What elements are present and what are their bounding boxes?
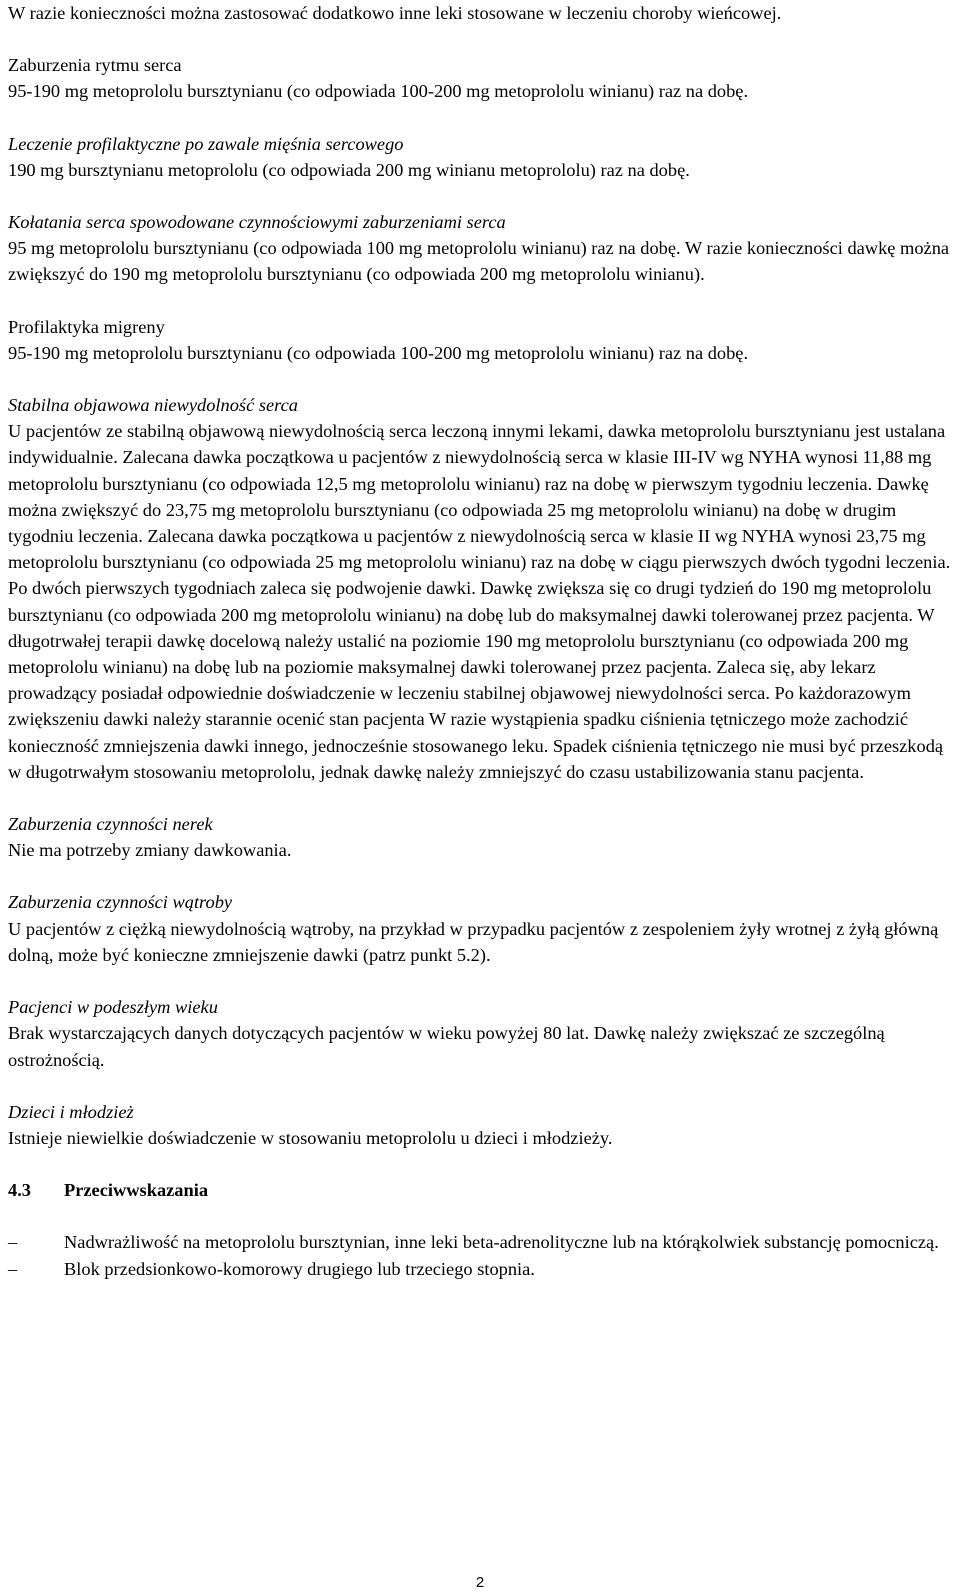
section-title: Zaburzenia rytmu serca xyxy=(8,55,182,76)
section-body: 190 mg bursztynianu metoprololu (co odpowiada 200 mg winianu metoprololu) raz na dobę. xyxy=(8,159,690,180)
dash-bullet: – xyxy=(8,1232,18,1253)
section-kolatania-serca xyxy=(8,209,952,288)
section-title: Kołatania serca spowodowane czynnościowymi zaburzeniami serca xyxy=(8,212,506,233)
section-heading-contraindications xyxy=(8,1177,952,1203)
section-body: Istnieje niewielkie doświadczenie w stosowaniu metoprololu u dzieci i młodzieży. xyxy=(8,1127,613,1148)
section-dzieci-mlodziez xyxy=(8,1099,952,1151)
list-item xyxy=(8,1229,952,1255)
section-niewydolnosc-serca xyxy=(8,392,952,785)
section-body: U pacjentów z ciężką niewydolnością wątroby, na przykład w przypadku pacjentów z zespoleniem żyły wrotnej z żyłą główną dolną, może być konieczne zmniejszenie dawki (patrz punkt 5.2). xyxy=(8,918,939,965)
list-item xyxy=(8,1256,952,1282)
list-item-text: Blok przedsionkowo-komorowy drugiego lub trzeciego stopnia. xyxy=(64,1258,535,1279)
list-item-text: Nadwrażliwość na metoprololu bursztynian, inne leki beta-adrenolityczne lub na którąkolwiek substancję pomocniczą. xyxy=(64,1232,939,1253)
section-number: 4.3 xyxy=(8,1180,31,1201)
section-body: U pacjentów ze stabilną objawową niewydolnością serca leczoną innymi lekami, dawka metoprololu bursztynianu jest ustalana indywidualnie. Zalecana dawka początkowa u pacjentów z niewydolnością serca w klasie III-IV wg NYHA wynosi 11,88 mg metoprololu bursztynianu (co odpowiada 12,5 mg metoprololu winianu) raz na dobę w pierwszym tygodniu leczenia. Dawkę można zwiększyć do 23,75 mg metoprololu bursztynianu (co odpowiada 25 mg metoprololu winianu) na dobę w drugim tygodniu leczenia. Zalecana dawka początkowa u pacjentów z niewydolnością serca w klasie II wg NYHA wynosi 23,75 mg metoprololu bursztynianu (co odpowiada 25 mg metoprololu winianu) raz na dobę w ciągu pierwszych dwóch tygodni leczenia. Po dwóch pierwszych tygodniach zaleca się podwojenie dawki. Dawkę zwiększa się co drugi tydzień do 190 mg metoprololu bursztynianu (co odpowiada 200 mg metoprololu winianu) na dobę lub do maksymalnej dawki tolerowanej przez pacjenta. W długotrwałej terapii dawkę docelową należy ustalić na poziomie 190 mg metoprololu bursztynianu (co odpowiada 200 mg metoprololu winianu) na dobę lub na poziomie maksymalnej dawki tolerowanej przez pacjenta. Zaleca się, aby lekarz prowadzący posiadał odpowiednie doświadczenie w leczeniu stabilnej objawowej niewydolności serca. Po każdorazowym zwiększeniu dawki należy starannie ocenić stan pacjenta W razie wystąpienia spadku ciśnienia tętniczego może zachodzić konieczność zmniejszenia dawki innego, jednocześnie stosowanego leku. Spadek ciśnienia tętniczego nie musi być przeszkodą w długotrwałym stosowaniu metoprololu, jednak dawkę należy zmniejszyć do czasu ustabilizowania stanu pacjenta. xyxy=(8,421,951,782)
section-czynnosc-nerek xyxy=(8,811,952,863)
section-leczenie-po-zawale xyxy=(8,131,952,183)
section-body: 95-190 mg metoprololu bursztynianu (co odpowiada 100-200 mg metoprololu winianu) raz na dobę. xyxy=(8,342,749,363)
section-body: Nie ma potrzeby zmiany dawkowania. xyxy=(8,840,292,861)
dash-bullet: – xyxy=(8,1258,18,1279)
section-body: 95-190 mg metoprololu bursztynianu (co odpowiada 100-200 mg metoprololu winianu) raz na dobę. xyxy=(8,81,749,102)
section-title: Zaburzenia czynności wątroby xyxy=(8,892,233,913)
section-profilaktyka-migreny xyxy=(8,314,952,366)
section-title: Profilaktyka migreny xyxy=(8,316,165,337)
section-body: 95 mg metoprololu bursztynianu (co odpowiada 100 mg metoprololu winianu) raz na dobę. W razie konieczności dawkę można zwiększyć do 190 mg metoprololu bursztynianu (co odpowiada 200 mg metoprololu winianu). xyxy=(8,238,950,285)
section-title: Zaburzenia czynności nerek xyxy=(8,814,213,835)
intro-paragraph: W razie konieczności można zastosować dodatkowo inne leki stosowane w leczeniu choroby wieńcowej. xyxy=(8,3,782,23)
section-body: Brak wystarczających danych dotyczących pacjentów w wieku powyżej 80 lat. Dawkę należy zwiększać ze szczególną ostrożnością. xyxy=(8,1023,885,1070)
contraindications-list xyxy=(8,1229,952,1281)
document-page xyxy=(8,0,952,1282)
section-heading-title: Przeciwwskazania xyxy=(64,1180,209,1201)
section-title: Stabilna objawowa niewydolność serca xyxy=(8,395,298,416)
section-title: Dzieci i młodzież xyxy=(8,1101,134,1122)
section-zaburzenia-rytmu xyxy=(8,52,952,104)
section-podeszly-wiek xyxy=(8,994,952,1073)
section-czynnosc-watroby xyxy=(8,889,952,968)
section-title: Leczenie profilaktyczne po zawale mięśnia sercowego xyxy=(8,133,404,154)
page-number: 2 xyxy=(475,1574,485,1591)
section-title: Pacjenci w podeszłym wieku xyxy=(8,997,218,1018)
